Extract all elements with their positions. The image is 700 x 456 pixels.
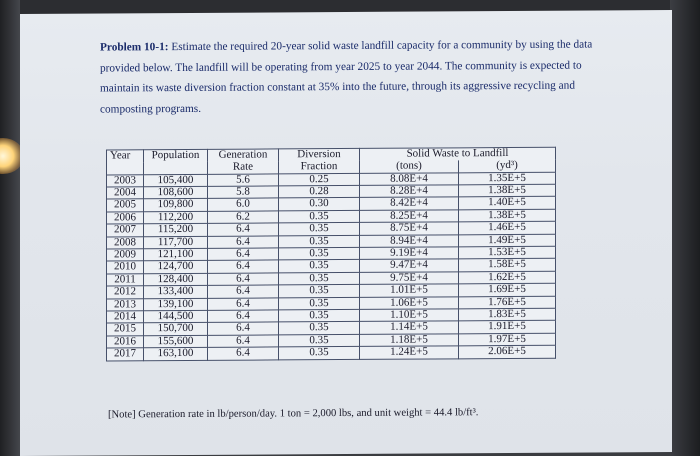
row-year: 2015 <box>107 323 144 336</box>
row-population: 117,700 <box>144 236 208 249</box>
row-diversion-fraction: 0.28 <box>279 185 360 198</box>
row-population: 108,600 <box>144 186 208 199</box>
row-tons: 1.06E+5 <box>360 296 459 309</box>
row-population: 115,200 <box>144 224 208 237</box>
row-generation-rate: 6.4 <box>208 260 279 273</box>
row-tons: 1.24E+5 <box>360 346 459 359</box>
row-tons: 9.47E+4 <box>360 259 459 272</box>
row-generation-rate: 6.4 <box>208 273 279 286</box>
row-population: 133,400 <box>144 286 208 299</box>
row-year: 2007 <box>107 224 144 237</box>
row-year: 2011 <box>107 274 144 287</box>
row-diversion-fraction: 0.35 <box>279 297 360 310</box>
row-diversion-fraction: 0.30 <box>279 198 360 211</box>
row-population: 128,400 <box>144 273 208 286</box>
row-diversion-fraction: 0.25 <box>279 173 360 186</box>
row-yd3: 1.53E+5 <box>459 246 556 259</box>
row-year: 2003 <box>107 174 144 187</box>
row-yd3: 1.83E+5 <box>459 308 556 321</box>
row-year: 2013 <box>107 298 144 311</box>
row-population: 139,100 <box>144 298 208 311</box>
document-screen <box>20 10 672 456</box>
row-population: 109,800 <box>144 199 208 212</box>
row-population: 163,100 <box>144 348 208 361</box>
row-population: 121,100 <box>144 248 208 261</box>
header-diversion-2: Fraction <box>279 161 360 174</box>
row-population: 150,700 <box>144 323 208 336</box>
row-generation-rate: 6.4 <box>208 248 279 261</box>
row-year: 2006 <box>107 212 144 225</box>
row-tons: 9.75E+4 <box>360 272 459 285</box>
problem-label: Problem 10-1: <box>100 41 169 54</box>
row-tons: 8.94E+4 <box>360 234 459 247</box>
row-diversion-fraction: 0.35 <box>279 260 360 273</box>
header-solid-waste: Solid Waste to Landfill <box>360 147 556 160</box>
row-generation-rate: 6.4 <box>208 285 279 298</box>
row-diversion-fraction: 0.35 <box>279 210 360 223</box>
row-yd3: 1.35E+5 <box>459 172 556 185</box>
row-population: 112,200 <box>144 211 208 224</box>
row-population: 144,500 <box>144 310 208 323</box>
row-yd3: 1.58E+5 <box>459 259 556 272</box>
row-diversion-fraction: 0.35 <box>279 285 360 298</box>
row-tons: 8.25E+4 <box>360 210 459 223</box>
row-diversion-fraction: 0.35 <box>279 247 360 260</box>
row-year: 2004 <box>107 187 144 200</box>
landfill-data-table <box>106 147 556 361</box>
row-generation-rate: 6.4 <box>208 335 279 348</box>
row-tons: 8.42E+4 <box>360 197 459 210</box>
row-yd3: 1.46E+5 <box>459 221 556 234</box>
row-generation-rate: 6.4 <box>208 310 279 323</box>
row-diversion-fraction: 0.35 <box>279 272 360 285</box>
table-note: [Note] Generation rate in lb/person/day. 1 ton = 2,000 lbs, and unit weight = 44.4 lb/ft³. <box>108 407 479 421</box>
problem-statement <box>100 34 620 119</box>
row-year: 2005 <box>107 199 144 212</box>
row-generation-rate: 6.4 <box>208 347 279 360</box>
header-tons: (tons) <box>360 160 459 173</box>
row-generation-rate: 5.8 <box>208 186 279 199</box>
row-year: 2010 <box>107 261 144 274</box>
row-yd3: 1.69E+5 <box>459 283 556 296</box>
header-year: Year <box>107 150 144 175</box>
row-population: 124,700 <box>144 261 208 274</box>
row-diversion-fraction: 0.35 <box>279 235 360 248</box>
row-tons: 1.18E+5 <box>360 334 459 347</box>
table-row <box>107 346 556 361</box>
row-year: 2008 <box>107 236 144 249</box>
row-tons: 1.14E+5 <box>360 321 459 334</box>
row-year: 2014 <box>107 311 144 324</box>
row-tons: 9.19E+4 <box>360 247 459 260</box>
row-diversion-fraction: 0.35 <box>279 309 360 322</box>
row-year: 2009 <box>107 249 144 262</box>
row-diversion-fraction: 0.35 <box>279 347 360 360</box>
row-yd3: 1.38E+5 <box>459 184 556 197</box>
row-population: 105,400 <box>144 174 208 187</box>
row-tons: 8.08E+4 <box>360 172 459 185</box>
row-yd3: 1.91E+5 <box>459 321 556 334</box>
row-generation-rate: 6.0 <box>208 198 279 211</box>
row-generation-rate: 6.4 <box>208 223 279 236</box>
row-yd3: 2.06E+5 <box>459 346 556 359</box>
row-year: 2012 <box>107 286 144 299</box>
row-yd3: 1.38E+5 <box>459 209 556 222</box>
header-yd3: (yd³) <box>459 160 556 173</box>
row-diversion-fraction: 0.35 <box>279 322 360 335</box>
row-population: 155,600 <box>144 335 208 348</box>
header-diversion-1: Diversion <box>279 148 360 161</box>
row-diversion-fraction: 0.35 <box>279 334 360 347</box>
row-diversion-fraction: 0.35 <box>279 223 360 236</box>
row-tons: 8.28E+4 <box>360 185 459 198</box>
row-generation-rate: 6.4 <box>208 236 279 249</box>
problem-text: Estimate the required 20-year solid waste landfill capacity for a community by using the data provided below. The landfill will be operating from year 2025 to year 2044. The community is expected to maintain its waste diversion fraction constant at 35% into the future, through its aggressive recycling and composting programs. <box>100 38 593 116</box>
row-yd3: 1.40E+5 <box>459 197 556 210</box>
table-body <box>107 147 556 360</box>
row-year: 2017 <box>107 348 144 361</box>
row-tons: 1.01E+5 <box>360 284 459 297</box>
monitor-bezel-right <box>670 0 700 456</box>
row-tons: 1.10E+5 <box>360 309 459 322</box>
header-generation-2: Rate <box>208 161 279 174</box>
row-generation-rate: 6.2 <box>208 211 279 224</box>
header-population: Population <box>144 149 208 174</box>
row-yd3: 1.62E+5 <box>459 271 556 284</box>
row-yd3: 1.49E+5 <box>459 234 556 247</box>
header-generation-1: Generation <box>208 149 279 162</box>
row-year: 2016 <box>107 336 144 349</box>
monitor-bezel-left <box>0 0 20 456</box>
row-tons: 8.75E+4 <box>360 222 459 235</box>
row-generation-rate: 5.6 <box>208 174 279 187</box>
row-generation-rate: 6.4 <box>208 298 279 311</box>
row-generation-rate: 6.4 <box>208 322 279 335</box>
row-yd3: 1.97E+5 <box>459 333 556 346</box>
row-yd3: 1.76E+5 <box>459 296 556 309</box>
